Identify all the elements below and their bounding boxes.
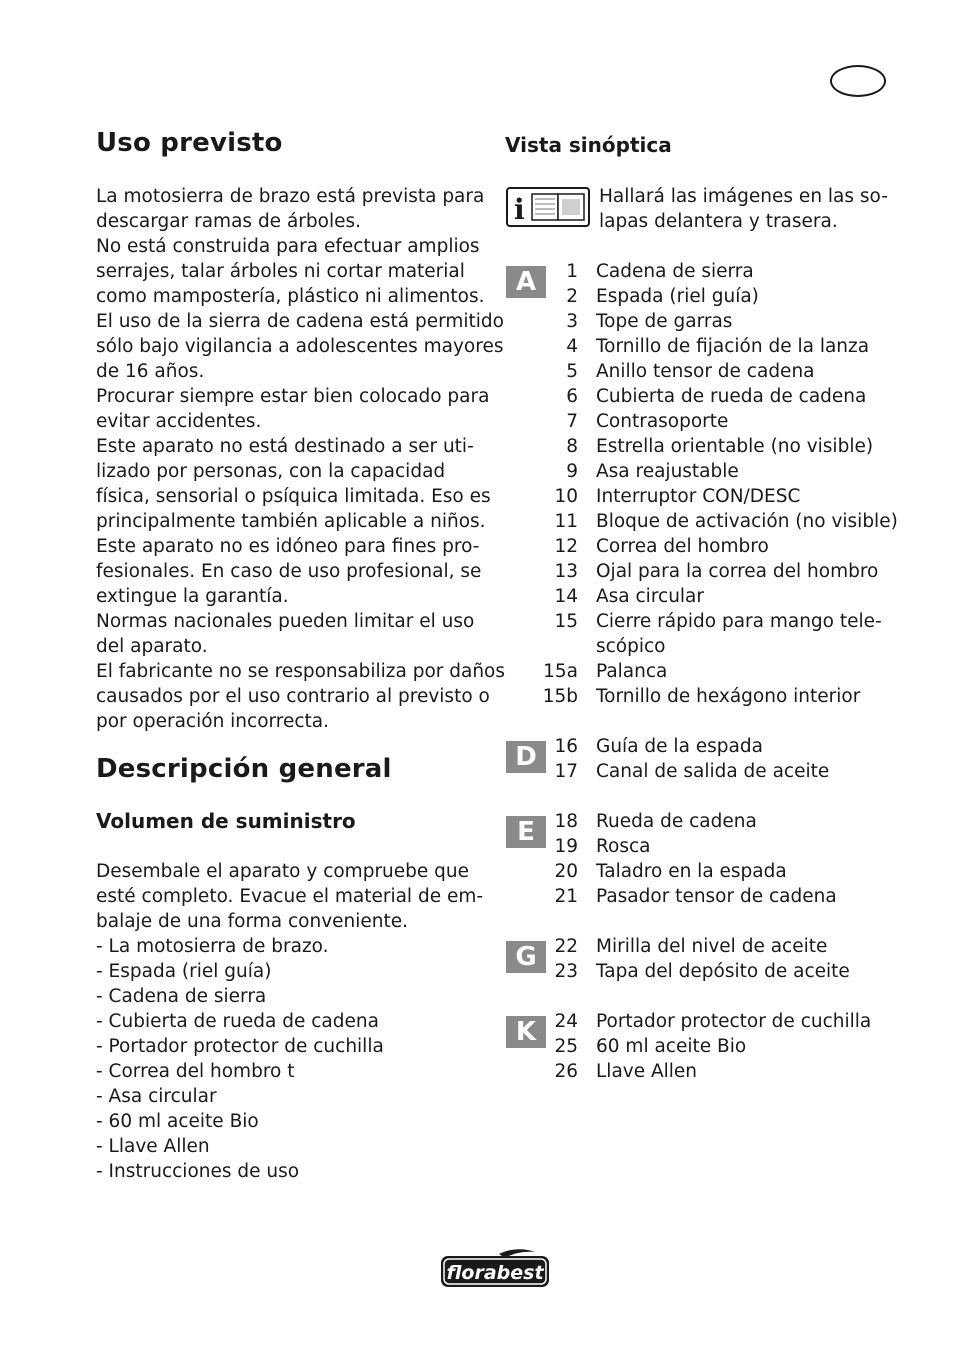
text-line: - Llave Allen [96, 1136, 210, 1157]
legend-number: 17 [554, 761, 578, 782]
legend-label: Canal de salida de aceite [596, 761, 830, 782]
text-line: sólo bajo vigilancia a adolescentes mayores [96, 336, 504, 357]
text-line: Desembale el aparato y compruebe que [96, 861, 470, 882]
text-line: extingue la garantía. [96, 586, 289, 607]
svg-text:i: i [514, 193, 525, 225]
legend-number: 26 [554, 1061, 578, 1082]
legend-number: 12 [554, 536, 578, 557]
text-line: - Asa circular [96, 1086, 217, 1107]
legend-number: 5 [566, 361, 578, 382]
text-line: Hallará las imágenes en las so- [599, 186, 888, 207]
scope-of-delivery-heading: Volumen de suministro [96, 809, 356, 833]
legend-label: Tornillo de fijación de la lanza [596, 336, 870, 357]
legend-label: Rueda de cadena [596, 811, 757, 832]
info-book-icon [506, 187, 590, 227]
legend-label: Tope de garras [596, 311, 733, 332]
text-line: por operación incorrecta. [96, 711, 330, 732]
legend-number: 10 [554, 486, 578, 507]
text-line: Este aparato no es idóneo para fines pro- [96, 536, 480, 557]
legend-label: Contrasoporte [596, 411, 729, 432]
intended-use-text [96, 184, 506, 734]
legend-number: 7 [566, 411, 578, 432]
legend-number: 14 [554, 586, 578, 607]
scope-of-delivery-text [96, 859, 486, 1184]
text-line: lapas delantera y trasera. [599, 211, 838, 232]
text-line: - Cadena de sierra [96, 986, 267, 1007]
legend-number: 9 [566, 461, 578, 482]
logo-text: florabest [446, 1262, 544, 1284]
text-line: balaje de una forma conveniente. [96, 911, 409, 932]
legend-label: Cierre rápido para mango tele- [596, 611, 882, 632]
text-line: del aparato. [96, 636, 208, 657]
overview-info-text [599, 184, 888, 234]
legend-label: Estrella orientable (no visible) [596, 436, 874, 457]
text-line: No está construida para efectuar amplios [96, 236, 480, 257]
legend-number: 11 [554, 511, 578, 532]
legend-label: scópico [596, 636, 666, 657]
legend-label: Ojal para la correa del hombro [596, 561, 879, 582]
intended-use-heading: Uso previsto [96, 128, 283, 158]
legend-number [534, 634, 578, 659]
legend-number: 18 [554, 811, 578, 832]
text-line: Normas nacionales pueden limitar el uso [96, 611, 475, 632]
legend-number: 13 [554, 561, 578, 582]
text-line: - La motosierra de brazo. [96, 936, 329, 957]
legend-label: Asa circular [596, 586, 705, 607]
text-line: Procurar siempre estar bien colocado para [96, 386, 490, 407]
text-line: - Cubierta de rueda de cadena [96, 1011, 379, 1032]
legend-number: 15a [543, 661, 578, 682]
overview-heading: Vista sinóptica [505, 133, 672, 157]
legend-label: Rosca [596, 836, 651, 857]
legend-number: 15 [554, 611, 578, 632]
legend-number: 22 [554, 936, 578, 957]
text-line: El uso de la sierra de cadena está permitido [96, 311, 504, 332]
legend-number: 20 [554, 861, 578, 882]
text-line: de 16 años. [96, 361, 205, 382]
text-line: fesionales. En caso de uso profesional, se [96, 561, 482, 582]
legend-label: Interruptor CON/DESC [596, 486, 801, 507]
legend-label: Anillo tensor de cadena [596, 361, 815, 382]
legend-label: Tapa del depósito de aceite [596, 961, 850, 982]
legend-number: 16 [554, 736, 578, 757]
legend-number: 23 [554, 961, 578, 982]
text-line: causados por el uso contrario al previsto o [96, 686, 490, 707]
legend-label: Bloque de activación (no visible) [596, 511, 898, 532]
text-line: lizado por personas, con la capacidad [96, 461, 446, 482]
section-badge-e: E [506, 816, 546, 848]
legend-label: Palanca [596, 661, 668, 682]
text-line: como mampostería, plástico ni alimentos. [96, 286, 485, 307]
legend-label: Mirilla del nivel de aceite [596, 936, 828, 957]
legend-number: 21 [554, 886, 578, 907]
text-line: serrajes, talar árboles ni cortar material [96, 261, 465, 282]
legend-label: Portador protector de cuchilla [596, 1011, 872, 1032]
text-line: Este aparato no está destinado a ser uti- [96, 436, 474, 457]
legend-label: Asa reajustable [596, 461, 739, 482]
legend-label: Llave Allen [596, 1061, 698, 1082]
text-line: - 60 ml aceite Bio [96, 1111, 259, 1132]
language-marker-oval [830, 65, 886, 97]
legend-label: Guía de la espada [596, 736, 763, 757]
text-line: principalmente también aplicable a niños. [96, 511, 486, 532]
text-line: descargar ramas de árboles. [96, 211, 361, 232]
text-line: física, sensorial o psíquica limitada. Eso es [96, 486, 491, 507]
section-badge-g: G [506, 941, 546, 973]
legend-label: Tornillo de hexágono interior [596, 686, 861, 707]
legend-label: Correa del hombro [596, 536, 769, 557]
legend-number: 4 [566, 336, 578, 357]
legend-number: 8 [566, 436, 578, 457]
legend-number: 25 [554, 1036, 578, 1057]
legend-number: 3 [566, 311, 578, 332]
section-badge-a: A [506, 266, 546, 298]
section-badge-d: D [506, 741, 546, 773]
text-line: La motosierra de brazo está prevista para [96, 186, 485, 207]
text-line: - Portador protector de cuchilla [96, 1036, 384, 1057]
legend-number: 24 [554, 1011, 578, 1032]
legend-number: 15b [542, 686, 578, 707]
text-line: El fabricante no se responsabiliza por daños [96, 661, 506, 682]
florabest-logo [439, 1248, 551, 1288]
legend-label: 60 ml aceite Bio [596, 1036, 747, 1057]
legend-label: Espada (riel guía) [596, 286, 759, 307]
legend-label: Cadena de sierra [596, 261, 754, 282]
text-line: evitar accidentes. [96, 411, 262, 432]
legend-number: 19 [554, 836, 578, 857]
legend-label: Taladro en la espada [596, 861, 787, 882]
legend-label: Cubierta de rueda de cadena [596, 386, 867, 407]
legend-number: 1 [566, 261, 578, 282]
text-line: - Instrucciones de uso [96, 1161, 300, 1182]
text-line: esté completo. Evacue el material de em- [96, 886, 484, 907]
general-description-heading: Descripción general [96, 754, 392, 784]
legend-number: 2 [566, 286, 578, 307]
text-line: - Espada (riel guía) [96, 961, 272, 982]
legend-number: 6 [566, 386, 578, 407]
legend-label: Pasador tensor de cadena [596, 886, 837, 907]
text-line: - Correa del hombro t [96, 1061, 295, 1082]
section-badge-k: K [506, 1016, 546, 1048]
